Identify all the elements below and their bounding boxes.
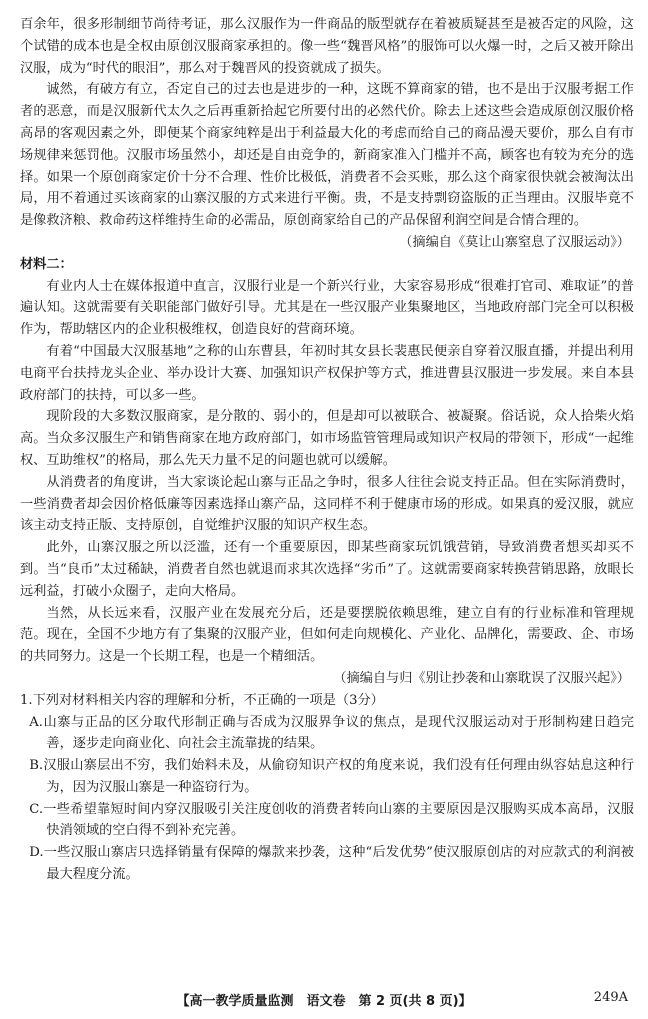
material2-paragraph-5: 此外，山寨汉服之所以泛滥，还有一个重要原因，即某些商家玩饥饿营销，导致消费者想买却买不到。当“良币”太过稀缺，消费者自然也就退而求其次选择“劣币”了。这就需要商家转换营销思路，放眼长远利益，打破小众圈子，走向大格局。 (20, 540, 634, 599)
option-c: C.一些希望靠短时间内穿汉服吸引关注度创收的消费者转向山寨的主要原因是汉服购买成本高昂，汉服快消领域的空白得不到补充完善。 (29, 801, 634, 839)
material2-paragraph-4: 从消费者的角度讲，当大家谈论起山寨与正品之争时，很多人往往会说支持正品。但在实际消费时，一些消费者却会因价格低廉等因素选择山寨产品，这同样不利于健康市场的形成。如果真的爱汉服，就应该主动支持正版、支持原创，自觉维护汉服的知识产权生态。 (20, 474, 634, 534)
option-a: A.山寨与正品的区分取代形制正确与否成为汉服界争议的焦点，是现代汉服运动对于形制构建日趋完善，逐步走向商业化、向社会主流靠拢的结果。 (29, 714, 634, 752)
footer-text: 【高一教学质量监测 语文卷 第 2 页(共 8 页)】 (176, 994, 472, 1009)
page-footer (0, 990, 648, 1009)
material1-source: （摘编自《莫让山寨窒息了汉服运动》） (399, 234, 630, 250)
material2-paragraph-6: 当然，从长远来看，汉服产业在发展充分后，还是要摆脱依赖思维，建立自有的行业标准和管理规范。现在，全国不少地方有了集聚的汉服产业，但如何走向规模化、产业化、品牌化，需要政、企、市场的共同努力。这是一个长期工程，也是一个精细活。 (20, 605, 634, 665)
option-b: B.汉服山寨层出不穷，我们始料未及，从偷窃知识产权的角度来说，我们没有任何理由纵容姑息这种行为，因为汉服山寨是一种盗窃行为。 (29, 758, 634, 795)
page-body (20, 14, 634, 886)
material2-source: （摘编自与归《别让抄袭和山寨耽误了汉服兴起》） (333, 670, 630, 686)
question-stem: 1.下列对材料相关内容的理解和分析，不正确的一项是（3分） (20, 692, 384, 708)
material2-paragraph-3: 现阶段的大多数汉服商家，是分散的、弱小的，但是却可以被联合、被凝聚。俗话说，众人拾柴火焰高。当众多汉服生产和销售商家在地方政府部门，如市场监管管理局或知识产权局的带领下，形成“一起维权、互助维权”的格局，那么先天力量不足的问题也就可以缓解。 (20, 409, 634, 468)
material2-heading: 材料二： (20, 256, 73, 272)
paper-code: 249A (593, 990, 628, 1005)
material2-paragraph-1: 有业内人士在媒体报道中直言，汉服行业是一个新兴行业，大家容易形成“很难打官司、难取证”的普遍认知。这就需要有关职能部门做好引导。尤其是在一些汉服产业集聚地区，当地政府部门完全可以积极作为，帮助辖区内的企业积极维权，创造良好的营商环境。 (20, 278, 634, 338)
material1-paragraph-2: 诚然，有破方有立，否定自己的过去也是进步的一种，这既不算商家的错，也不是出于汉服考据工作者的恶意，而是汉服新代太久之后再重新拾起它所要付出的必然代价。除去上述这些会造成原创汉服价格高昂的客观因素之外，即便某个商家纯粹是出于利益最大化的考虑而给自己的商品漫天要价，那么自有市场规律来惩罚他。汉服市场虽然小，却还是自由竞争的，新商家准入门槛并不高，顾客也有较为充分的选择。如果一个原创商家定价十分不合理、性价比极低，消费者不会买账，那么这个商家很快就会被淘汰出局，用不着通过买该商家的山寨汉服的方式来进行平衡。贵，不是支持剽窃盗版的正当理由。汉服毕竟不是像救济粮、救命药这样维持生命的必需品，原创商家给自己的产品保留利润空间是合情合理的。 (20, 82, 634, 229)
option-d: D.一些汉服山寨店只选择销量有保障的爆款来抄袭，这种“后发优势”使汉服原创店的对应款式的利润被最大程度分流。 (29, 845, 634, 883)
material2-paragraph-2: 有着“中国最大汉服基地”之称的山东曹县，年初时其女县长裴惠民便亲自穿着汉服直播，并提出利用电商平台扶持龙头企业、举办设计大赛、加强知识产权保护等方式，推进曹县汉服进一步发展。来自本县政府部门的扶持，可以多一些。 (20, 343, 634, 403)
material1-paragraph-1: 百余年，很多形制细节尚待考证，那么汉服作为一件商品的版型就存在着被质疑甚至是被否定的风险，这个试错的成本也是全权由原创汉服商家承担的。像一些“魏晋风格”的服饰可以火爆一时，之后又被开除出汉服，成为“时代的眼泪”，那么对于魏晋风的投资就成了损失。 (20, 17, 634, 76)
